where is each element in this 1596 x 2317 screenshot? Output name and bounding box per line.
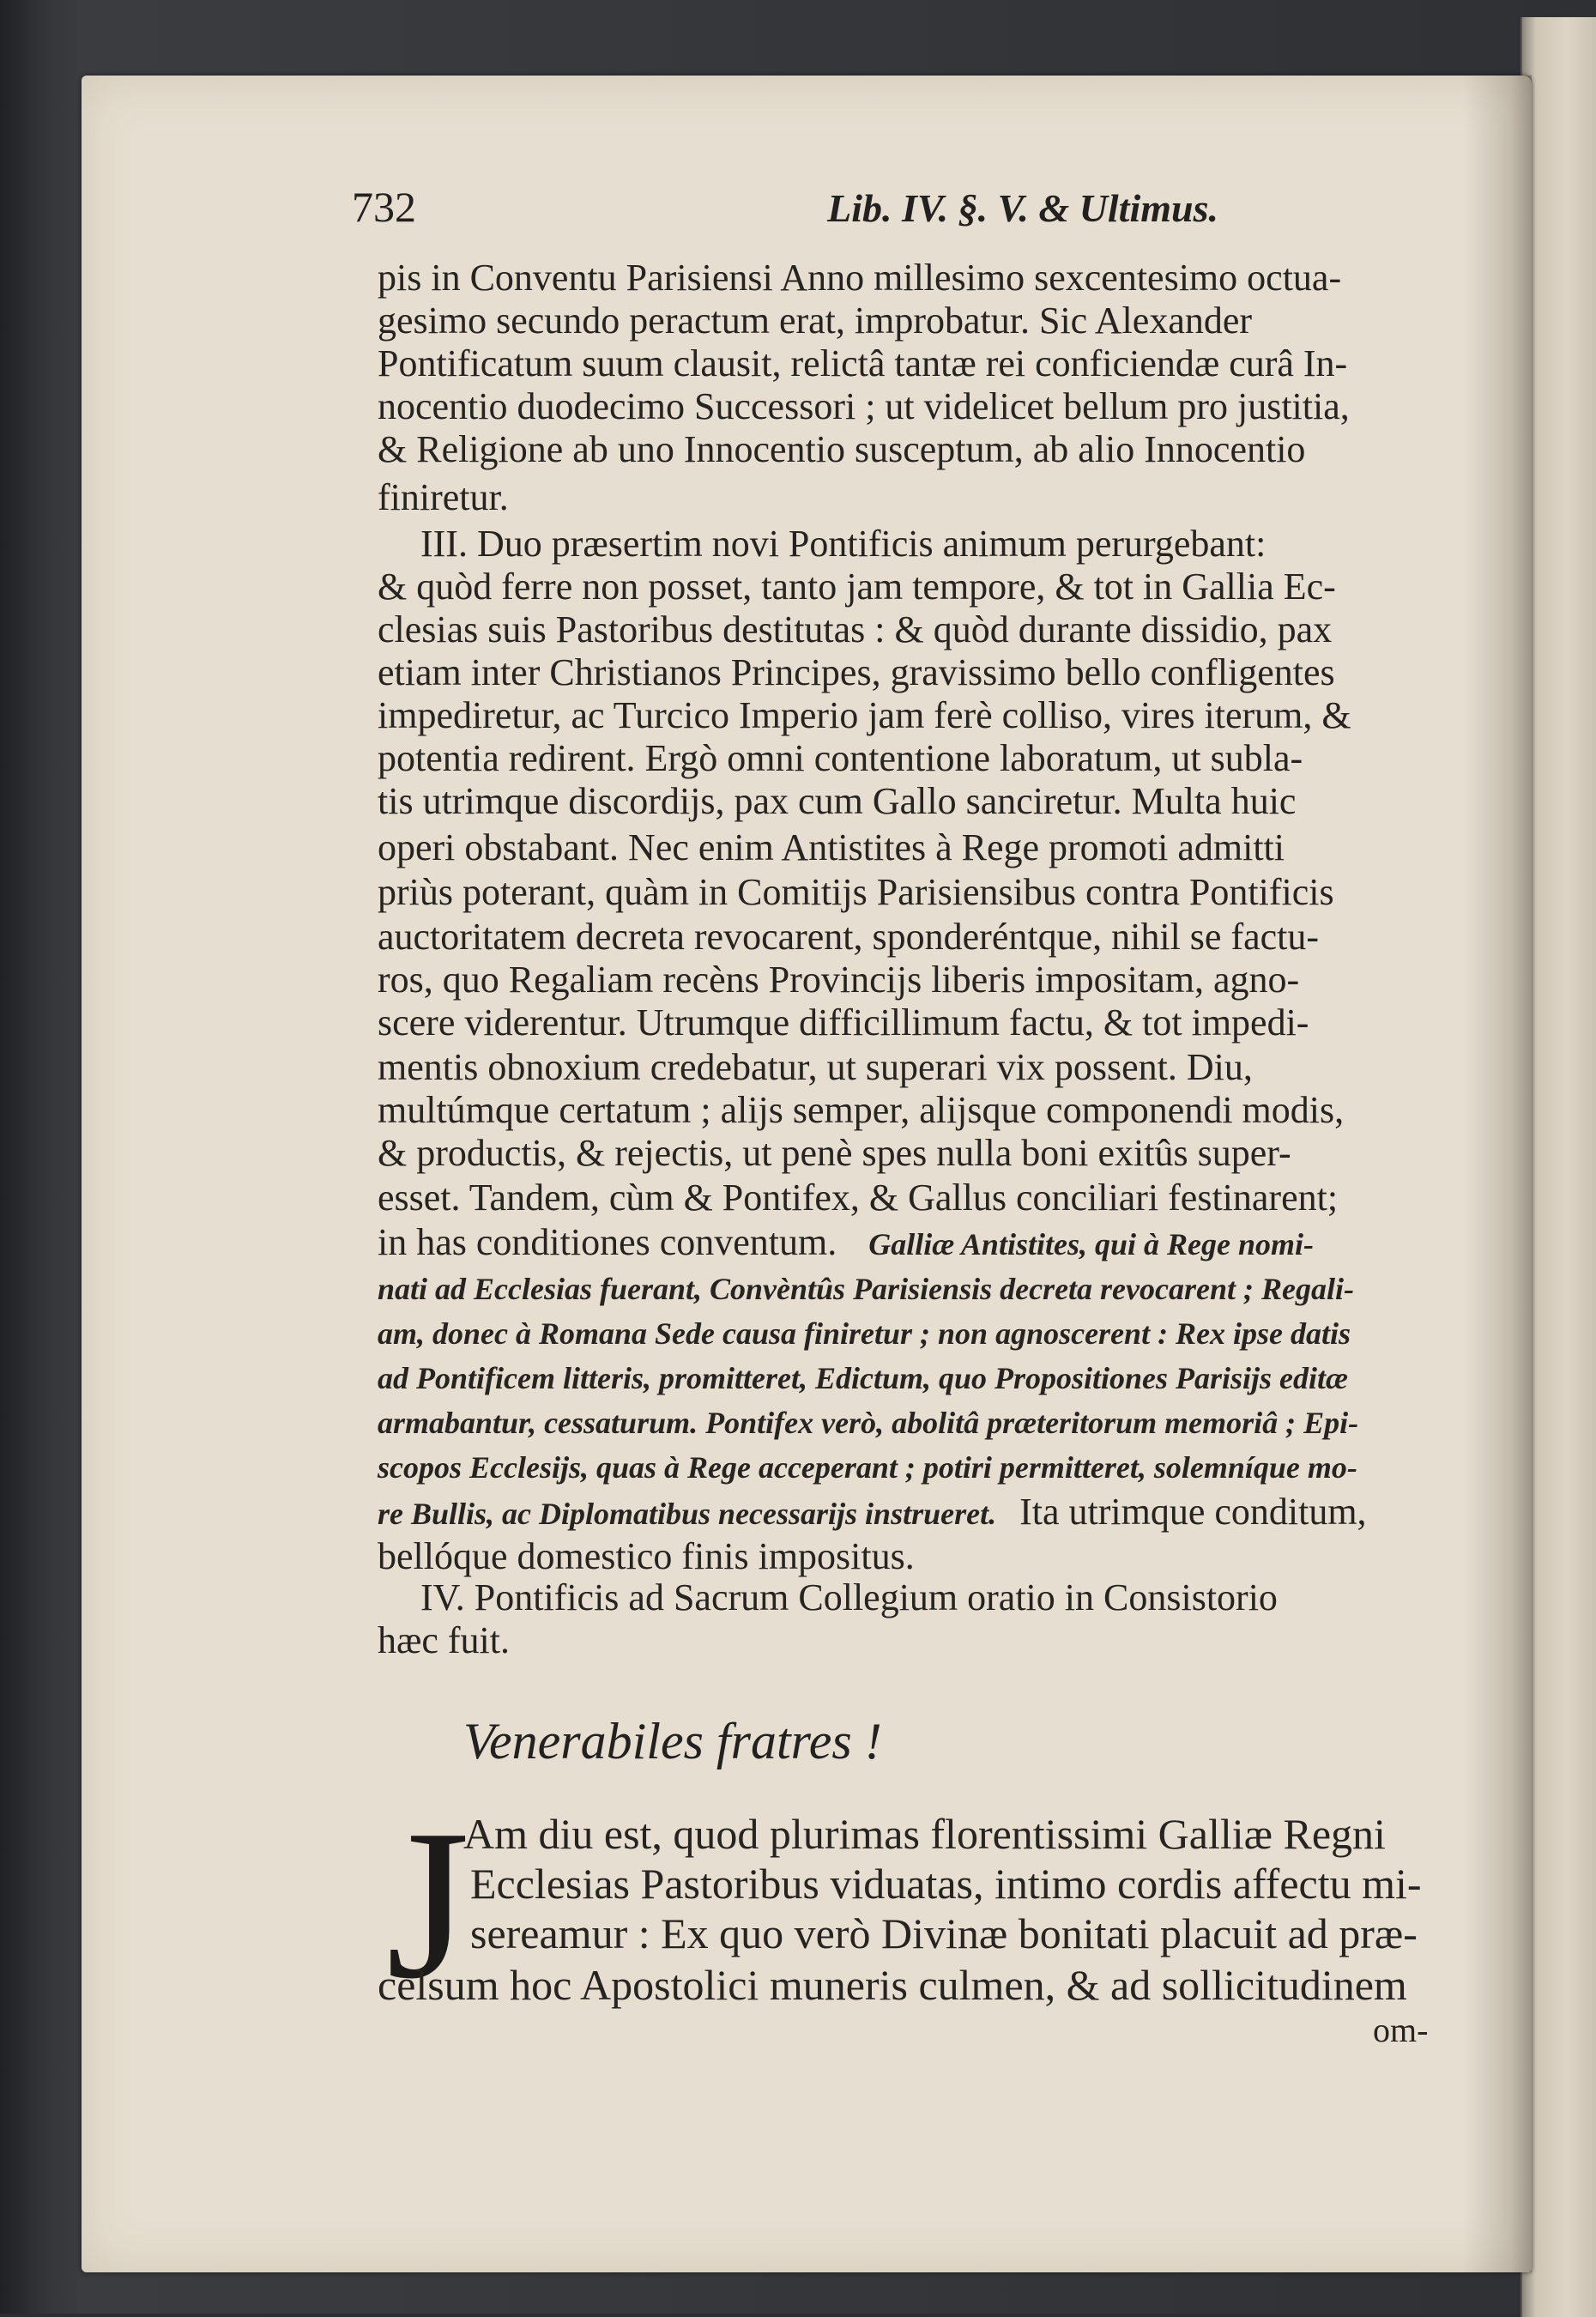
text-line: scere viderentur. Utrumque difficillimum factu, & tot impedi- bbox=[378, 1001, 1309, 1044]
text-line: bellóque domestico finis impositus. bbox=[378, 1535, 915, 1577]
text-line bbox=[378, 1221, 1314, 1263]
text-line: nocentio duodecimo Successori ; ut videlicet bellum pro justitia, bbox=[378, 385, 1350, 427]
running-title: Lib. IV. §. V. & Ultimus. bbox=[827, 186, 1218, 230]
text-line bbox=[378, 1493, 1367, 1531]
text-line: & Religione ab uno Innocentio susceptum, ab alio Innocentio bbox=[378, 428, 1306, 470]
letter-line: sereamur : Ex quo verò Divinæ bonitati placuit ad præ- bbox=[470, 1909, 1418, 1957]
italic-line: nati ad Ecclesias fuerant, Convèntûs Parisiensis decreta revocarent ; Regali- bbox=[378, 1272, 1354, 1306]
binding-shadow bbox=[1463, 76, 1532, 2272]
text-line: auctoritatem decreta revocarent, sponderéntque, nihil se factu- bbox=[378, 916, 1320, 958]
catchword: om- bbox=[1373, 2011, 1429, 2049]
text-fragment: Ita utrimque conditum, bbox=[1019, 1491, 1367, 1533]
italic-line: am, donec à Romana Sede causa finiretur ; non agnoscerent : Rex ipse datis bbox=[378, 1316, 1351, 1351]
italic-fragment: Galliæ Antistites, qui à Rege nomi- bbox=[868, 1227, 1314, 1261]
text-fragment: in has conditiones conventum. bbox=[378, 1221, 837, 1263]
text-line: esset. Tandem, cùm & Pontifex, & Gallus conciliari festinarent; bbox=[378, 1177, 1339, 1219]
text-line: mentis obnoxium credebatur, ut superari vix possent. Diu, bbox=[378, 1046, 1253, 1088]
italic-line: armabantur, cessaturum. Pontifex verò, abolitâ præteritorum memoriâ ; Epi- bbox=[378, 1406, 1359, 1440]
text-line: impediretur, ac Turcico Imperio jam ferè colliso, vires iterum, & bbox=[378, 694, 1351, 736]
address-heading: Venerabiles fratres ! bbox=[463, 1713, 882, 1770]
text-line: gesimo secundo peractum erat, improbatur. Sic Alexander bbox=[378, 299, 1253, 342]
text-line: finiretur. bbox=[378, 476, 509, 518]
drop-cap: J bbox=[386, 1786, 470, 2024]
italic-line: scopos Ecclesijs, quas à Rege acceperant ; potiri permitteret, solemníque mo- bbox=[378, 1450, 1357, 1485]
section-start-line: IV. Pontificis ad Sacrum Collegium oratio in Consistorio bbox=[420, 1576, 1278, 1618]
text-line: & quòd ferre non posset, tanto jam tempore, & tot in Gallia Ec- bbox=[378, 566, 1336, 608]
letter-line: Ecclesias Pastoribus viduatas, intimo cordis affectu mi- bbox=[470, 1860, 1422, 1908]
text-line: ros, quo Regaliam recèns Provincijs liberis impositam, agno- bbox=[378, 959, 1300, 1001]
text-line: etiam inter Christianos Principes, gravissimo bello confligentes bbox=[378, 651, 1335, 693]
letter-line: Am diu est, quod plurimas florentissimi Galliæ Regni bbox=[463, 1810, 1386, 1858]
text-line: hæc fuit. bbox=[378, 1619, 510, 1661]
facing-page-edge bbox=[1520, 17, 1596, 2317]
text-line: & productis, & rejectis, ut penè spes nulla boni exitûs super- bbox=[378, 1132, 1291, 1174]
page-number: 732 bbox=[352, 183, 416, 231]
letter-line: celsum hoc Apostolici muneris culmen, & ad sollicitudinem bbox=[378, 1961, 1407, 2009]
text-line: pis in Conventu Parisiensi Anno millesimo sexcentesimo octua- bbox=[378, 257, 1342, 299]
text-line: tis utrimque discordijs, pax cum Gallo sanciretur. Multa huic bbox=[378, 780, 1297, 822]
text-line: potentia redirent. Ergò omni contentione laboratum, ut subla- bbox=[378, 737, 1303, 779]
section-start-line: III. Duo præsertim novi Pontificis animum perurgebant: bbox=[420, 523, 1267, 565]
running-head bbox=[352, 182, 1218, 232]
text-line: priùs poterant, quàm in Comitijs Parisiensibus contra Pontificis bbox=[378, 871, 1334, 913]
text-line: operi obstabant. Nec enim Antistites à Rege promoti admitti bbox=[378, 826, 1285, 868]
italic-fragment: re Bullis, ac Diplomatibus necessarijs instrueret. bbox=[378, 1497, 997, 1531]
text-line: clesias suis Pastoribus destitutas : & quòd durante dissidio, pax bbox=[378, 608, 1333, 650]
text-line: Pontificatum suum clausit, relictâ tantæ rei conficiendæ curâ In- bbox=[378, 342, 1348, 384]
italic-line: ad Pontificem litteris, promitteret, Edictum, quo Propositiones Parisijs editæ bbox=[378, 1361, 1349, 1395]
text-line: multúmque certatum ; alijs semper, alijsque componendi modis, bbox=[378, 1089, 1345, 1131]
